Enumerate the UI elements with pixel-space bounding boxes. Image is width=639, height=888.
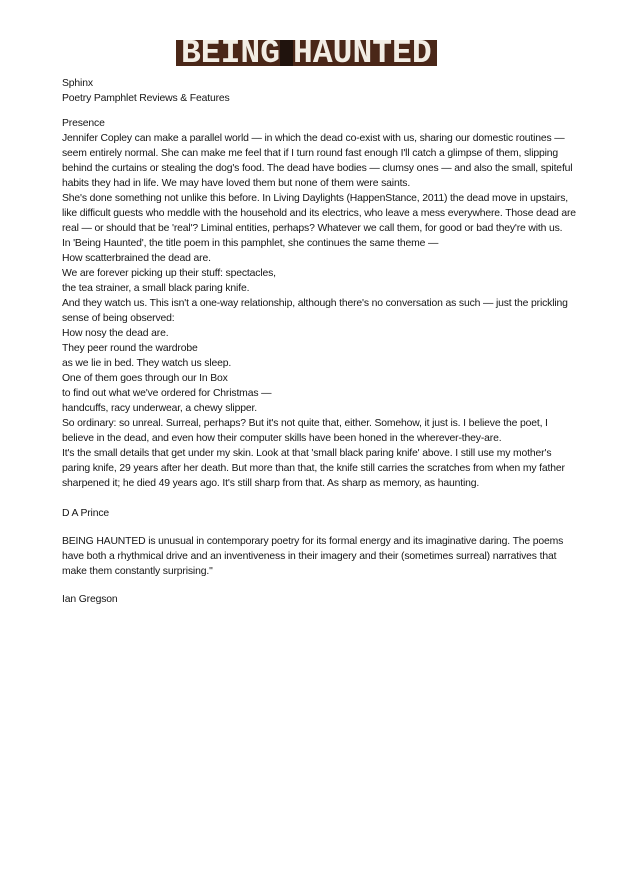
blurb-author: Ian Gregson	[62, 594, 118, 605]
title-banner-word-haunted: HAUNTED	[293, 40, 432, 66]
site-name: Sphinx	[62, 78, 93, 89]
review-paragraph-intro: Jennifer Copley can make a parallel world — in which the dead co-exist with us, sharing our domestic routines — seem entirely normal. She can make me feel that if I turn round fast enough I'll catch a glimpse of them, slipping behind the curtains or stealing the dog's food. The dead have bodies — clumsy ones — and also the small, spiteful habits they had in life. We may have loved them but none of them were saints.	[62, 133, 573, 189]
review-content	[62, 76, 628, 607]
review-paragraph-details: It's the small details that get under my skin. Look at that 'small black paring knife' above. I still use my mother's paring knife, 29 years after her death. But more than that, the knife still carries the scratches from when my father sharpened it; he died 49 years ago. It's still sharp from that. As sharp as memory, as haunting.	[62, 448, 565, 489]
blurb-text: BEING HAUNTED is unusual in contemporary poetry for its formal energy and its imaginative daring. The poems have both a rhythmical drive and an inventiveness in their imagery and their (sometimes surreal) narratives that make them constantly surprising."	[62, 536, 564, 577]
reviewer-name: D A Prince	[62, 508, 110, 519]
site-tagline: Poetry Pamphlet Reviews & Features	[62, 93, 230, 104]
review-title: Presence	[62, 118, 105, 129]
poem-quote-2: How nosy the dead are. They peer round the wardrobe as we lie in bed. They watch us sleep. One of them goes through our In Box to find out what we've ordered for Christmas — handcuffs, racy underwear, a chewy slipper.	[62, 328, 272, 414]
title-banner	[176, 40, 437, 66]
poem-quote-1: How scatterbrained the dead are. We are forever picking up their stuff: spectacles, the tea strainer, a small black paring knife.	[62, 253, 276, 294]
title-banner-word-being: BEING	[181, 40, 281, 66]
review-paragraph-watch: And they watch us. This isn't a one-way relationship, although there's no conversation as such — just the prickling sense of being observed:	[62, 298, 568, 324]
review-paragraph-before: She's done something not unlike this before. In Living Daylights (HappenStance, 2011) the dead move in upstairs, like difficult guests who meddle with the household and its electrics, who leave a mess everywhere. Those dead are real — or should that be 'real'? Liminal entities, perhaps? Whatever we call them, for good or bad they're with us. In 'Being Haunted', the title poem in this pamphlet, she continues the same theme —	[62, 193, 576, 249]
review-paragraph-ordinary: So ordinary: so unreal. Surreal, perhaps? But it's not quite that, either. Somehow, it just is. I believe the poet, I believe in the dead, and even how their computer skills have been honed in the wherever-they-are.	[62, 418, 548, 444]
title-banner-divider	[280, 40, 293, 66]
